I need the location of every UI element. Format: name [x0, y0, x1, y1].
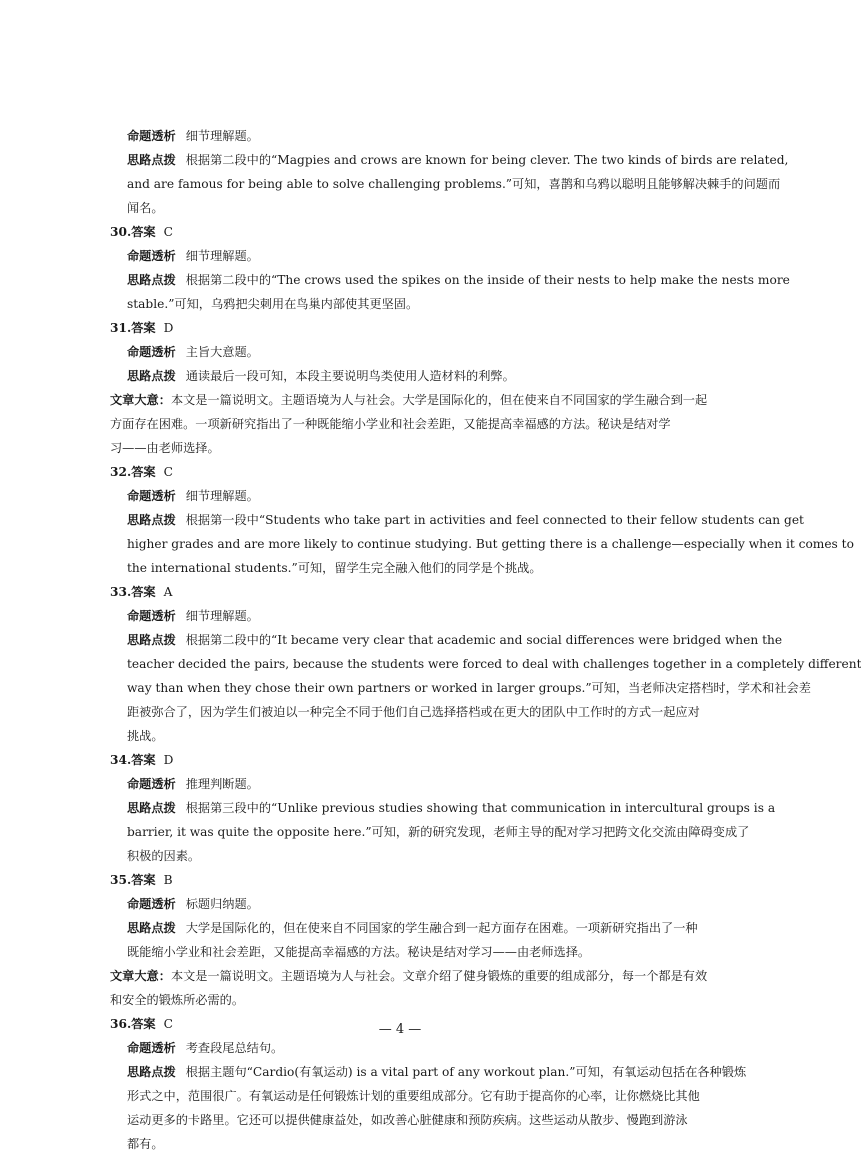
type-line: 命题透析 考查段尾总结句。 — [127, 1041, 284, 1055]
summary-line: 文章大意：本文是一篇说明文。主题语境为人与社会。文章介绍了健身锻炼的重要的组成部分，每一个都是有效 — [110, 969, 708, 983]
answer-line: 30.答案 C — [110, 225, 173, 239]
tip-continuation: 积极的因素。 — [127, 849, 201, 863]
summary-continuation: 和安全的锻炼所必需的。 — [110, 993, 245, 1007]
answer-line: 31.答案 D — [110, 321, 174, 335]
type-line: 命题透析 主旨大意题。 — [127, 345, 259, 359]
answer-line: 35.答案 B — [110, 873, 173, 887]
tip-continuation: stable.”可知，乌鸦把尖刺用在鸟巢内部使其更坚固。 — [127, 297, 419, 311]
tip-line: 思路点拨 根据第二段中的“Magpies and crows are known for being clever. The two kinds of birds are related, — [127, 153, 789, 167]
summary-continuation: 方面存在困难。一项新研究指出了一种既能缩小学业和社会差距，又能提高幸福感的方法。秘诀是结对学 — [110, 417, 671, 431]
tip-continuation: 都有。 — [127, 1137, 164, 1151]
type-line: 命题透析 细节理解题。 — [127, 609, 259, 623]
summary-line: 文章大意：本文是一篇说明文。主题语境为人与社会。大学是国际化的，但在使来自不同国家的学生融合到一起 — [110, 393, 708, 407]
page-number: — 4 — — [378, 1022, 422, 1037]
tip-continuation: the international students.”可知，留学生完全融入他们的同学是个挑战。 — [127, 561, 542, 575]
type-line: 命题透析 细节理解题。 — [127, 129, 259, 143]
tip-line: 思路点拨 根据第二段中的“It became very clear that academic and social differences were bridged when the — [127, 633, 783, 647]
type-line: 命题透析 细节理解题。 — [127, 489, 259, 503]
answer-line: 36.答案 C — [110, 1017, 173, 1031]
tip-line: 思路点拨 通读最后一段可知，本段主要说明鸟类使用人造材料的利弊。 — [127, 369, 515, 383]
tip-continuation: 挑战。 — [127, 729, 164, 743]
answer-line: 34.答案 D — [110, 753, 174, 767]
tip-line: 思路点拨 根据第二段中的“The crows used the spikes on the inside of their nests to help make the nests more — [127, 273, 790, 287]
tip-line: 思路点拨 根据第三段中的“Unlike previous studies showing that communication in intercultural groups is a — [127, 801, 776, 815]
tip-continuation: 形式之中，范围很广。有氧运动是任何锻炼计划的重要组成部分。它有助于提高你的心率，让你燃烧比其他 — [127, 1089, 700, 1103]
tip-line: 思路点拨 大学是国际化的，但在使来自不同国家的学生融合到一起方面存在困难。一项新研究指出了一种 — [127, 921, 698, 935]
tip-continuation: 既能缩小学业和社会差距，又能提高幸福感的方法。秘诀是结对学习——由老师选择。 — [127, 945, 591, 959]
tip-line: 思路点拨 根据主题句“Cardio(有氧运动) is a vital part of any workout plan.”可知，有氧运动包括在各种锻炼 — [127, 1065, 747, 1079]
summary-continuation: 习——由老师选择。 — [110, 441, 220, 455]
answer-key-content — [110, 124, 861, 1156]
tip-continuation: and are famous for being able to solve challenging problems.”可知，喜鹊和乌鸦以聪明且能够解决棘手的问题而 — [127, 177, 781, 191]
tip-continuation: 闻名。 — [127, 201, 164, 215]
answer-line: 33.答案 A — [110, 585, 173, 599]
tip-line: 思路点拨 根据第一段中“Students who take part in activities and feel connected to their fellow students can get — [127, 513, 804, 527]
type-line: 命题透析 细节理解题。 — [127, 249, 259, 263]
type-line: 命题透析 推理判断题。 — [127, 777, 259, 791]
type-line: 命题透析 标题归纳题。 — [127, 897, 259, 911]
tip-continuation: 运动更多的卡路里。它还可以提供健康益处，如改善心脏健康和预防疾病。这些运动从散步、慢跑到游泳 — [127, 1113, 688, 1127]
tip-continuation: teacher decided the pairs, because the students were forced to deal with challenges together in a completely different — [127, 657, 861, 671]
tip-continuation: 距被弥合了，因为学生们被迫以一种完全不同于他们自己选择搭档或在更大的团队中工作时的方式一起应对 — [127, 705, 700, 719]
tip-continuation: higher grades and are more likely to continue studying. But getting there is a challenge—especially when it comes to — [127, 537, 854, 551]
answer-line: 32.答案 C — [110, 465, 173, 479]
tip-continuation: way than when they chose their own partners or worked in larger groups.”可知，当老师决定搭档时，学术和社会差 — [127, 681, 811, 695]
tip-continuation: barrier, it was quite the opposite here.”可知，新的研究发现，老师主导的配对学习把跨文化交流由障碍变成了 — [127, 825, 750, 839]
